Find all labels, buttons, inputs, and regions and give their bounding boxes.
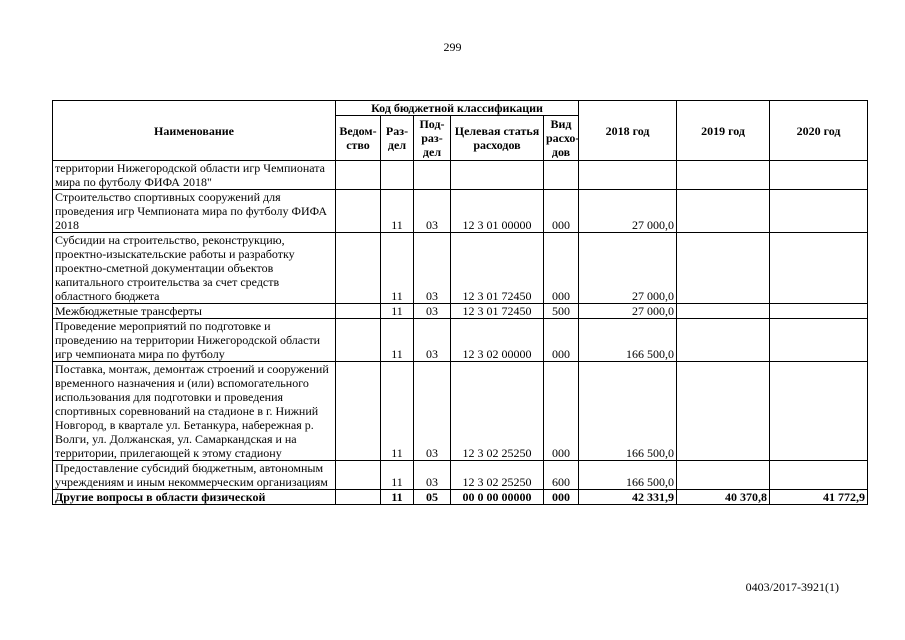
row-vedomstvo [336,362,381,461]
table-row [53,161,868,190]
row-2019 [677,233,770,304]
row-razdel: 11 [381,319,414,362]
row-name: Межбюджетные трансферты [53,304,336,319]
table-row [53,461,868,490]
header-vedomstvo: Ведом-ство [336,116,381,161]
row-vid: 000 [544,233,579,304]
row-2019 [677,319,770,362]
header-2018: 2018 год [579,101,677,161]
header-name: Наименование [53,101,336,161]
row-2019 [677,461,770,490]
header-classification-group: Код бюджетной классификации [336,101,579,116]
header-2019: 2019 год [677,101,770,161]
table-row [53,490,868,505]
page-number: 299 [443,40,462,54]
header-2020: 2020 год [770,101,868,161]
row-podrazdel: 03 [414,190,451,233]
row-vid [544,161,579,190]
row-podrazdel [414,161,451,190]
row-2020 [770,161,868,190]
row-razdel: 11 [381,304,414,319]
row-2019 [677,362,770,461]
row-2018: 42 331,9 [579,490,677,505]
row-2019 [677,190,770,233]
row-podrazdel: 03 [414,233,451,304]
row-razdel: 11 [381,233,414,304]
row-vedomstvo [336,190,381,233]
row-vedomstvo [336,233,381,304]
row-podrazdel: 03 [414,461,451,490]
row-razdel: 11 [381,190,414,233]
row-razdel: 11 [381,461,414,490]
row-statya [451,161,544,190]
header-razdel: Раз-дел [381,116,414,161]
header-statya: Целевая статья расходов [451,116,544,161]
row-2020 [770,304,868,319]
row-vid: 000 [544,490,579,505]
row-vedomstvo [336,161,381,190]
table-row [53,233,868,304]
row-name: Другие вопросы в области физической [53,490,336,505]
row-statya: 12 3 02 25250 [451,362,544,461]
row-2020 [770,362,868,461]
row-vedomstvo [336,461,381,490]
row-razdel [381,161,414,190]
row-statya: 12 3 02 25250 [451,461,544,490]
row-vedomstvo [336,304,381,319]
row-podrazdel: 05 [414,490,451,505]
row-name: Субсидии на строительство, реконструкцию, проектно-изыскательские работы и разработку проектно-сметной документации объектов капитального строительства за счет средств областного бюджета [53,233,336,304]
row-razdel: 11 [381,362,414,461]
row-vid: 000 [544,319,579,362]
row-vid: 000 [544,190,579,233]
row-2020 [770,461,868,490]
row-vid: 500 [544,304,579,319]
table-row [53,304,868,319]
row-vedomstvo [336,490,381,505]
table-row [53,190,868,233]
row-name: Проведение мероприятий по подготовке и проведению на территории Нижегородской области игр чемпионата мира по футболу [53,319,336,362]
row-2019: 40 370,8 [677,490,770,505]
row-statya: 12 3 02 00000 [451,319,544,362]
row-2018: 166 500,0 [579,461,677,490]
row-name: Предоставление субсидий бюджетным, автономным учреждениям и иным некоммерческим организациям [53,461,336,490]
header-vid: Вид расхо-дов [544,116,579,161]
row-2020: 41 772,9 [770,490,868,505]
table-row [53,319,868,362]
row-statya: 12 3 01 72450 [451,233,544,304]
row-podrazdel: 03 [414,304,451,319]
row-name: Поставка, монтаж, демонтаж строений и сооружений временного назначения и (или) вспомогательного использования для подготовки и проведения спортивных соревнований на стадионе в г. Нижний Новгород, в квартале ул. Бетанкура, набережная р. Волги, ул. Должанская, ул. Самаркандская и на территории, прилегающей к этому стадиону [53,362,336,461]
row-statya: 12 3 01 00000 [451,190,544,233]
row-statya: 12 3 01 72450 [451,304,544,319]
row-name: Строительство спортивных сооружений для проведения игр Чемпионата мира по футболу ФИФА 2018 [53,190,336,233]
row-vedomstvo [336,319,381,362]
row-razdel: 11 [381,490,414,505]
row-2018 [579,161,677,190]
row-2020 [770,233,868,304]
document-code: 0403/2017-3921(1) [745,580,839,594]
row-podrazdel: 03 [414,362,451,461]
header-podrazdel: Под-раз-дел [414,116,451,161]
row-vid: 600 [544,461,579,490]
row-2018: 27 000,0 [579,190,677,233]
row-2018: 27 000,0 [579,304,677,319]
row-2018: 166 500,0 [579,362,677,461]
budget-table [52,100,868,505]
row-2019 [677,304,770,319]
row-name: территории Нижегородской области игр Чемпионата мира по футболу ФИФА 2018" [53,161,336,190]
row-vid: 000 [544,362,579,461]
table-row [53,362,868,461]
row-podrazdel: 03 [414,319,451,362]
row-2019 [677,161,770,190]
row-2020 [770,319,868,362]
row-2020 [770,190,868,233]
row-statya: 00 0 00 00000 [451,490,544,505]
row-2018: 166 500,0 [579,319,677,362]
row-2018: 27 000,0 [579,233,677,304]
